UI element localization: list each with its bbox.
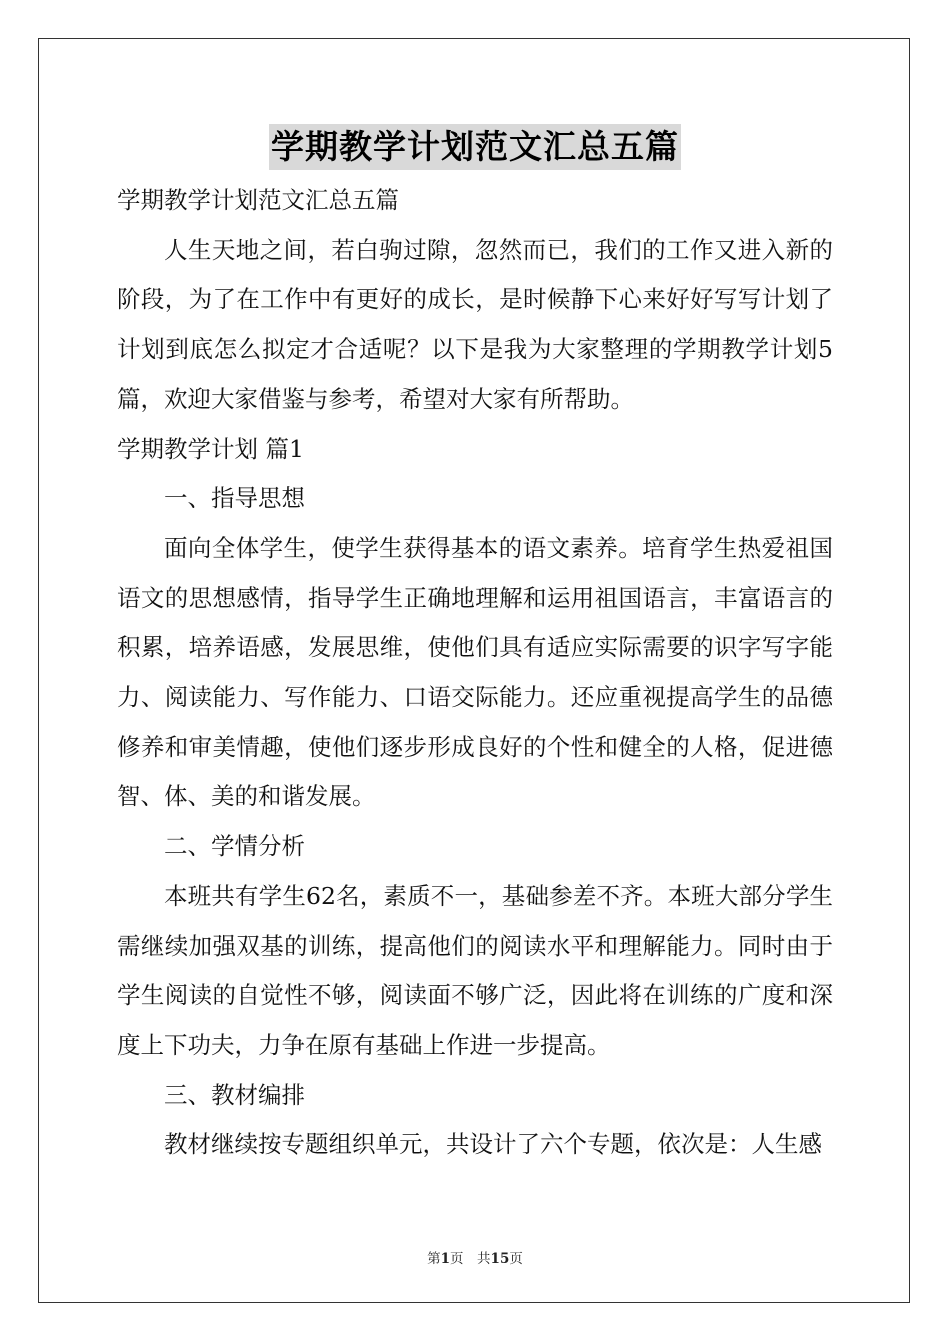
document-title-wrapper xyxy=(0,124,950,170)
page-total: 15 xyxy=(490,1251,510,1267)
section-heading: 学期教学计划 篇1 xyxy=(117,434,304,463)
subsection-heading: 一、指导思想 xyxy=(164,484,305,513)
subsection-heading: 二、学情分析 xyxy=(164,832,305,861)
page-prefix: 第 xyxy=(427,1251,441,1267)
paragraph: 面向全体学生，使学生获得基本的语文素养。培育学生热爱祖国语文的思想感情，指导学生正确地理解和运用祖国语言，丰富语言的积累，培养语感，发展思维，使他们具有适应实际需要的识字写字能力、阅读能力、写作能力、口语交际能力。还应重视提高学生的品德修养和审美情趣，使他们逐步形成良好的个性和健全的人格，促进德智、体、美的和谐发展。 xyxy=(117,533,833,811)
document-body xyxy=(117,176,833,1170)
page-number: 1 xyxy=(440,1251,451,1267)
page-suffix: 页 xyxy=(509,1251,523,1267)
document-title: 学期教学计划范文汇总五篇 xyxy=(269,124,681,170)
page-footer xyxy=(0,1247,950,1267)
page-mid: 页 共 xyxy=(450,1251,491,1267)
subsection-heading: 三、教材编排 xyxy=(164,1080,305,1109)
paragraph: 学期教学计划范文汇总五篇 xyxy=(117,186,399,214)
paragraph: 教材继续按专题组织单元，共设计了六个专题，依次是：人生感 xyxy=(164,1130,822,1159)
paragraph: 人生天地之间，若白驹过隙，忽然而已，我们的工作又进入新的阶段，为了在工作中有更好的成长，是时候静下心来好好写写计划了计划到底怎么拟定才合适呢？以下是我为大家整理的学期教学计划5篇，欢迎大家借鉴与参考，希望对大家有所帮助。 xyxy=(117,235,833,413)
paragraph: 本班共有学生62名，素质不一，基础参差不齐。本班大部分学生需继续加强双基的训练，提高他们的阅读水平和理解能力。同时由于学生阅读的自觉性不够，阅读面不够广泛，因此将在训练的广度和深度上下功夫，力争在原有基础上作进一步提高。 xyxy=(117,881,833,1059)
